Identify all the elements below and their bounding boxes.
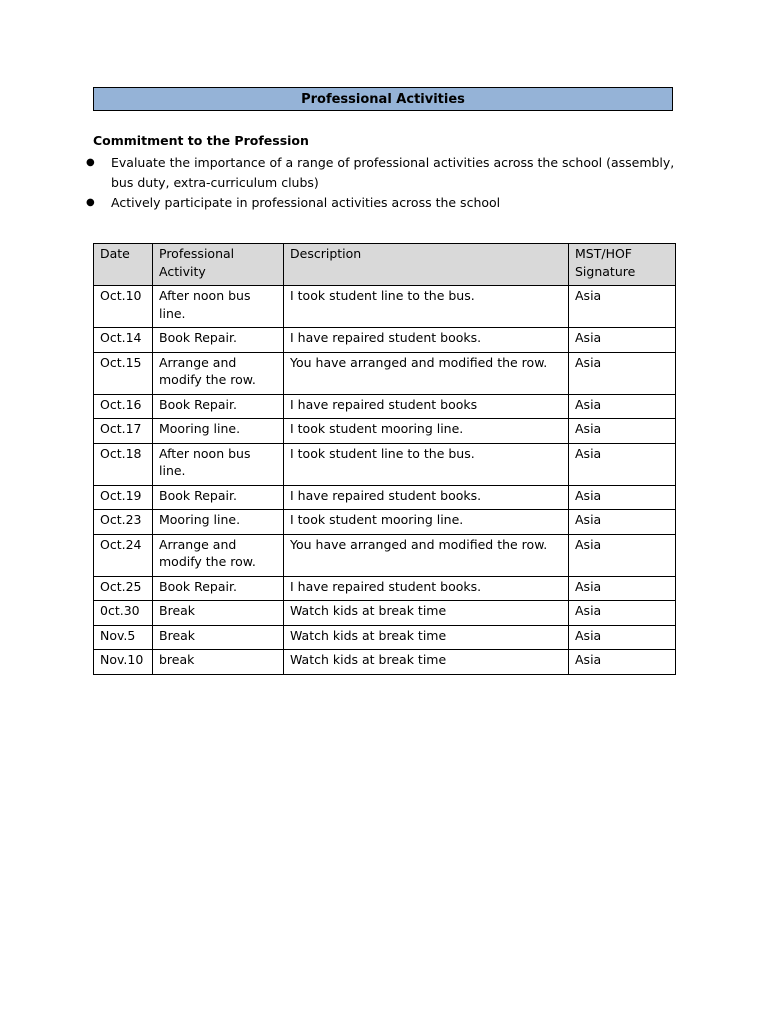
signature-cell: Asia (569, 394, 676, 419)
activities-table (93, 243, 676, 675)
activity-cell: Arrange and modify the row. (153, 534, 284, 576)
table-row (94, 625, 676, 650)
table-row (94, 485, 676, 510)
activity-cell: Book Repair. (153, 485, 284, 510)
bullet-item (86, 153, 681, 193)
signature-cell: Asia (569, 352, 676, 394)
table-row (94, 510, 676, 535)
description-cell: Watch kids at break time (284, 625, 569, 650)
table-row (94, 352, 676, 394)
date-cell: Oct.10 (94, 286, 153, 328)
table-row (94, 286, 676, 328)
table-row (94, 650, 676, 675)
date-cell: Nov.5 (94, 625, 153, 650)
description-cell: I took student mooring line. (284, 510, 569, 535)
signature-cell: Asia (569, 286, 676, 328)
description-cell: You have arranged and modified the row. (284, 352, 569, 394)
description-cell: You have arranged and modified the row. (284, 534, 569, 576)
signature-cell: Asia (569, 510, 676, 535)
page-title-text: Professional Activities (301, 91, 465, 107)
signature-cell: Asia (569, 328, 676, 353)
bullet-text: Actively participate in professional activities across the school (111, 195, 501, 210)
header-signature: MST/HOF Signature (569, 244, 676, 286)
table-header (94, 244, 676, 286)
bullet-item (86, 193, 681, 213)
description-cell: Watch kids at break time (284, 650, 569, 675)
date-cell: Oct.25 (94, 576, 153, 601)
section-heading: Commitment to the Profession (93, 133, 309, 148)
date-cell: Oct.15 (94, 352, 153, 394)
activity-cell: Mooring line. (153, 510, 284, 535)
table-row (94, 601, 676, 626)
activity-cell: After noon bus line. (153, 443, 284, 485)
date-cell: Oct.16 (94, 394, 153, 419)
signature-cell: Asia (569, 601, 676, 626)
bullet-dot-icon: ● (86, 157, 95, 168)
signature-cell: Asia (569, 485, 676, 510)
date-cell: Nov.10 (94, 650, 153, 675)
header-activity: Professional Activity (153, 244, 284, 286)
activity-cell: Mooring line. (153, 419, 284, 444)
description-cell: Watch kids at break time (284, 601, 569, 626)
activity-cell: After noon bus line. (153, 286, 284, 328)
activity-cell: Book Repair. (153, 328, 284, 353)
description-cell: I took student line to the bus. (284, 286, 569, 328)
signature-cell: Asia (569, 576, 676, 601)
date-cell: Oct.23 (94, 510, 153, 535)
activity-cell: Book Repair. (153, 576, 284, 601)
table-row (94, 534, 676, 576)
table-row (94, 419, 676, 444)
table-row (94, 576, 676, 601)
table-row (94, 328, 676, 353)
signature-cell: Asia (569, 443, 676, 485)
activity-cell: Break (153, 625, 284, 650)
activity-cell: Arrange and modify the row. (153, 352, 284, 394)
activity-cell: break (153, 650, 284, 675)
bullet-dot-icon: ● (86, 197, 95, 208)
table-header-row (94, 244, 676, 286)
description-cell: I have repaired student books. (284, 576, 569, 601)
activity-cell: Book Repair. (153, 394, 284, 419)
date-cell: 0ct.30 (94, 601, 153, 626)
header-date: Date (94, 244, 153, 286)
page-title (93, 87, 673, 111)
date-cell: Oct.17 (94, 419, 153, 444)
description-cell: I took student mooring line. (284, 419, 569, 444)
table-row (94, 394, 676, 419)
signature-cell: Asia (569, 534, 676, 576)
signature-cell: Asia (569, 650, 676, 675)
bullet-text: Evaluate the importance of a range of professional activities across the school (assembly, bus duty, extra-curriculum clubs) (111, 155, 675, 190)
description-cell: I have repaired student books (284, 394, 569, 419)
header-description: Description (284, 244, 569, 286)
activity-cell: Break (153, 601, 284, 626)
description-cell: I took student line to the bus. (284, 443, 569, 485)
description-cell: I have repaired student books. (284, 328, 569, 353)
signature-cell: Asia (569, 625, 676, 650)
bullet-list (86, 153, 681, 213)
date-cell: Oct.24 (94, 534, 153, 576)
date-cell: Oct.18 (94, 443, 153, 485)
description-cell: I have repaired student books. (284, 485, 569, 510)
date-cell: Oct.19 (94, 485, 153, 510)
signature-cell: Asia (569, 419, 676, 444)
table-row (94, 443, 676, 485)
date-cell: Oct.14 (94, 328, 153, 353)
table-body (94, 286, 676, 675)
